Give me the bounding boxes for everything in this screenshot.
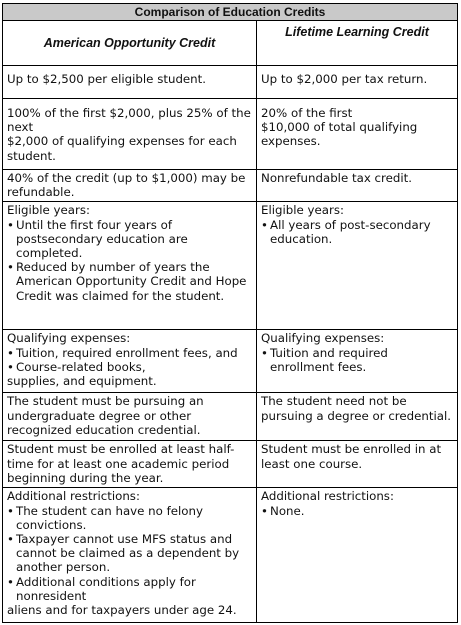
bullet-icon: • (261, 503, 268, 518)
list-item (7, 260, 252, 303)
list-item-text: Taxpayer cannot use MFS status and cannot be claimed as a dependent by another person. (16, 532, 240, 575)
llc-percentage-line: $10,000 of total qualifying expenses. (261, 120, 418, 149)
aoc-percentage-cell (3, 99, 257, 170)
table-row (3, 202, 458, 330)
aoc-amount-cell: Up to $2,500 per eligible student. (3, 66, 257, 99)
bullet-icon: • (7, 503, 14, 518)
list-item (261, 504, 453, 518)
table-row (3, 330, 458, 393)
list-item-text: Course-related books, (16, 359, 146, 374)
bullet-icon: • (7, 260, 14, 275)
aoc-qualifying-continuation: supplies, and equipment. (7, 374, 157, 389)
llc-qualifying-label: Qualifying expenses: (261, 331, 385, 346)
aoc-years-cell (3, 202, 257, 330)
list-item-text: All years of post-secondary education. (270, 217, 431, 246)
list-item (7, 360, 252, 374)
llc-restrictions-label: Additional restrictions: (261, 489, 394, 504)
llc-percentage-cell (257, 99, 458, 170)
bullet-icon: • (7, 574, 14, 589)
list-item (7, 218, 252, 261)
bullet-icon: • (7, 217, 14, 232)
aoc-restrictions-label: Additional restrictions: (7, 489, 140, 504)
list-item (261, 218, 453, 246)
list-item (7, 346, 252, 360)
bullet-icon: • (7, 359, 14, 374)
list-item-text: Tuition and required enrollment fees. (270, 345, 388, 374)
table-row (3, 488, 458, 623)
comparison-table (2, 3, 458, 623)
table-title: Comparison of Education Credits (3, 4, 458, 21)
list-item (7, 532, 252, 575)
header-lifetime-learning: Lifetime Learning Credit (257, 21, 458, 66)
bullet-icon: • (7, 345, 14, 360)
aoc-degree-cell: The student must be pursuing an undergraduate degree or other recognized education credential. (3, 393, 257, 441)
llc-enrollment-cell: Student must be enrolled in at least one course. (257, 441, 458, 488)
aoc-qualifying-list (7, 346, 252, 374)
bullet-icon: • (261, 345, 268, 360)
aoc-qualifying-cell (3, 330, 257, 393)
table-row (3, 441, 458, 488)
header-american-opportunity: American Opportunity Credit (3, 21, 257, 66)
aoc-percentage-line: 100% of the first $2,000, plus 25% of the next (7, 106, 251, 135)
list-item (7, 575, 252, 603)
llc-restrictions-list (261, 504, 453, 518)
llc-years-label: Eligible years: (261, 203, 344, 218)
llc-refund-cell: Nonrefundable tax credit. (257, 170, 458, 202)
list-item-text: Tuition, required enrollment fees, and (16, 345, 238, 360)
list-item-text: The student can have no felony convictions. (16, 503, 203, 532)
llc-percentage-line: 20% of the first (261, 106, 353, 120)
llc-restrictions-cell (257, 488, 458, 623)
aoc-years-label: Eligible years: (7, 203, 90, 218)
aoc-restrictions-list (7, 504, 252, 603)
llc-years-list (261, 218, 453, 246)
llc-qualifying-list (261, 346, 453, 374)
llc-qualifying-cell (257, 330, 458, 393)
bullet-icon: • (261, 217, 268, 232)
table-row (3, 170, 458, 202)
table-row (3, 66, 458, 99)
llc-years-cell (257, 202, 458, 330)
llc-degree-cell: The student need not be pursuing a degree or credential. (257, 393, 458, 441)
bullet-icon: • (7, 532, 14, 547)
list-item (261, 346, 453, 374)
aoc-restrictions-cell (3, 488, 257, 623)
list-item-text: Reduced by number of years the American Opportunity Credit and Hope Credit was claimed for the student. (16, 260, 247, 303)
aoc-enrollment-cell: Student must be enrolled at least half-time for at least one academic period beginning during the year. (3, 441, 257, 488)
list-item-text: Until the first four years of postsecondary education are completed. (16, 217, 188, 261)
aoc-qualifying-label: Qualifying expenses: (7, 331, 131, 346)
education-credits-comparison (2, 3, 457, 623)
aoc-years-list (7, 218, 252, 303)
list-item-text: None. (270, 503, 305, 518)
table-row (3, 393, 458, 441)
header-row (3, 21, 458, 66)
table-row (3, 99, 458, 170)
list-item (7, 504, 252, 532)
llc-amount-cell: Up to $2,000 per tax return. (257, 66, 458, 99)
title-row (3, 4, 458, 21)
aoc-refund-cell: 40% of the credit (up to $1,000) may be refundable. (3, 170, 257, 202)
list-item-text: Additional conditions apply for nonresident (16, 574, 196, 603)
aoc-restrictions-continuation: aliens and for taxpayers under age 24. (7, 603, 237, 618)
aoc-percentage-line: $2,000 of qualifying expenses for each student. (7, 134, 237, 163)
